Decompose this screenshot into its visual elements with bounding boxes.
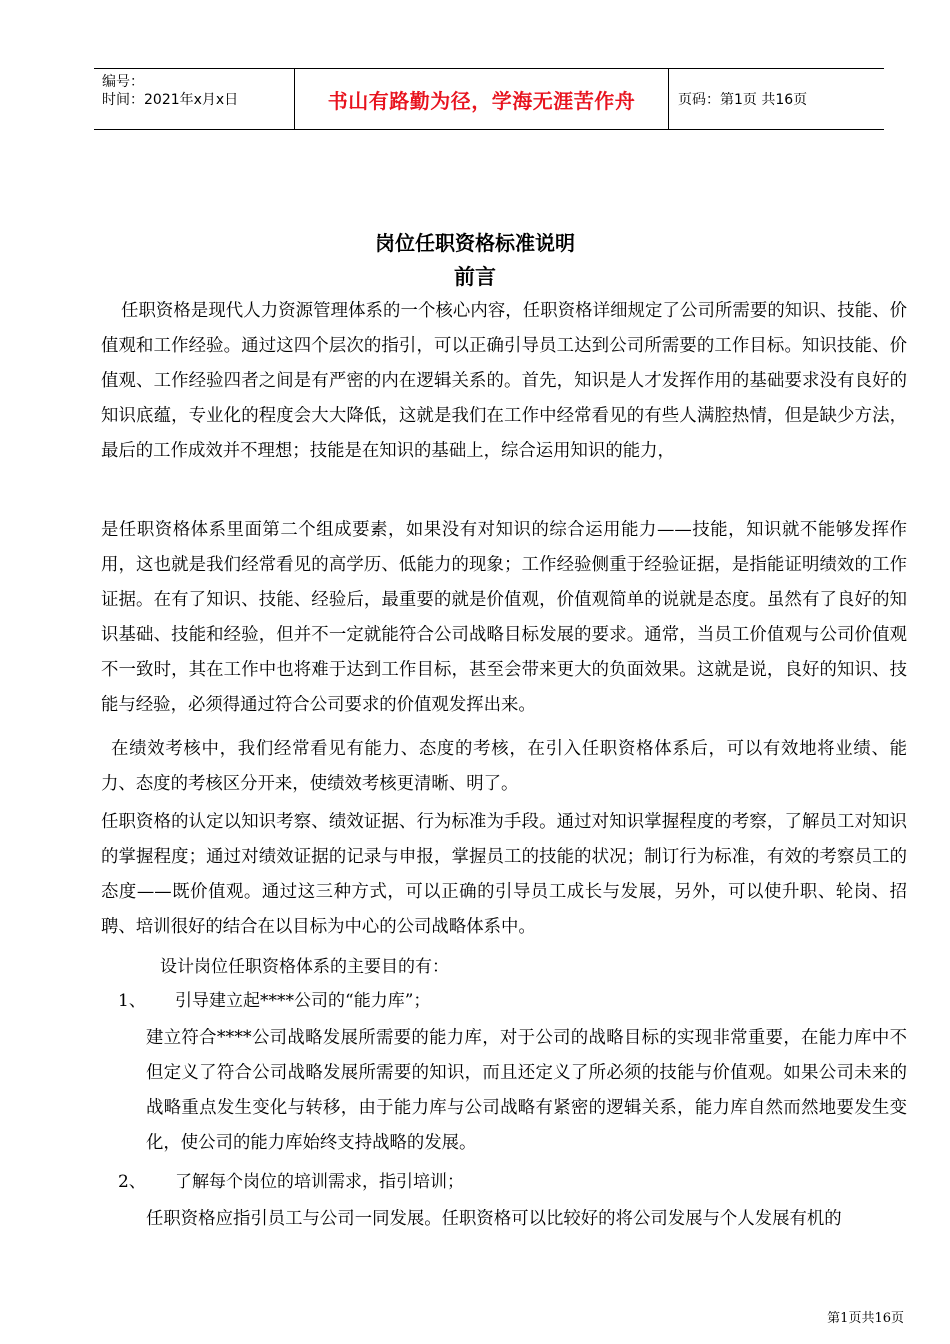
item-2-number: 2、 [118, 1172, 146, 1192]
paragraph-3: 在绩效考核中，我们经常看见有能力、态度的考核，在引入任职资格体系后，可以有效地将业绩、能力、态度的考核区分开来，使绩效考核更清晰、明了。 [101, 739, 907, 794]
item-1-number: 1、 [118, 991, 146, 1011]
paragraph-5: 设计岗位任职资格体系的主要目的有： [160, 957, 449, 977]
number-label: 编号： [102, 74, 144, 90]
item-1-title: 引导建立起****公司的“能力库”； [175, 991, 431, 1011]
paragraph-2: 是任职资格体系里面第二个组成要素，如果没有对知识的综合运用能力——技能，知识就不能够发挥作用，这也就是我们经常看见的高学历、低能力的现象；工作经验侧重于经验证据，是指能证明绩效的工作证据。在有了知识、技能、经验后，最重要的就是价值观，价值观简单的说就是态度。虽然有了良好的知识基础、技能和经验，但并不一定就能符合公司战略目标发展的要求。通常，当员工价值观与公司价值观不一致时，其在工作中也将难于达到工作目标，甚至会带来更大的负面效果。这就是说，良好的知识、技能与经验，必须得通过符合公司要求的价值观发挥出来。 [101, 520, 907, 715]
item-2-body: 任职资格应指引员工与公司一同发展。任职资格可以比较好的将公司发展与个人发展有机的 [146, 1209, 842, 1229]
motto-text: 书山有路勤为径，学海无涯苦作舟 [327, 88, 636, 113]
time-label: 时间：2021年x月x日 [102, 92, 239, 108]
document-subtitle: 前言 [454, 265, 496, 289]
paragraph-4: 任职资格的认定以知识考察、绩效证据、行为标准为手段。通过对知识掌握程度的考察，了解员工对知识的掌握程度；通过对绩效证据的记录与申报，掌握员工的技能的状况；制订行为标准，有效的考察员工的态度——既价值观。通过这三种方式，可以正确的引导员工成长与发展，另外，可以使升职、轮岗、招聘、培训很好的结合在以目标为中心的公司战略体系中。 [101, 812, 907, 937]
item-2-title: 了解每个岗位的培训需求，指引培训； [175, 1172, 464, 1192]
document-title: 岗位任职资格标准说明 [375, 231, 575, 255]
header-info-cell [94, 69, 294, 129]
page-footer: 第1页共16页 [827, 1311, 904, 1326]
header-motto-cell [294, 69, 669, 129]
item-1-body: 建立符合****公司战略发展所需要的能力库，对于公司的战略目标的实现非常重要，在能力库中不但定义了符合公司战略发展所需要的知识，而且还定义了所必须的技能与价值观。如果公司未来的战略重点发生变化与转移，由于能力库与公司战略有紧密的逻辑关系，能力库自然而然地要发生变化，使公司的能力库始终支持战略的发展。 [146, 1028, 907, 1153]
header-page-cell [668, 69, 884, 129]
paragraph-1: 任职资格是现代人力资源管理体系的一个核心内容，任职资格详细规定了公司所需要的知识、技能、价值观和工作经验。通过这四个层次的指引，可以正确引导员工达到公司所需要的工作目标。知识技能、价值观、工作经验四者之间是有严密的内在逻辑关系的。首先，知识是人才发挥作用的基础要求没有良好的知识底蕴，专业化的程度会大大降低，这就是我们在工作中经常看见的有些人满腔热情，但是缺少方法，最后的工作成效并不理想；技能是在知识的基础上，综合运用知识的能力， [101, 301, 907, 461]
header-table [94, 68, 884, 130]
page-code: 页码：第1页 共16页 [678, 92, 808, 108]
